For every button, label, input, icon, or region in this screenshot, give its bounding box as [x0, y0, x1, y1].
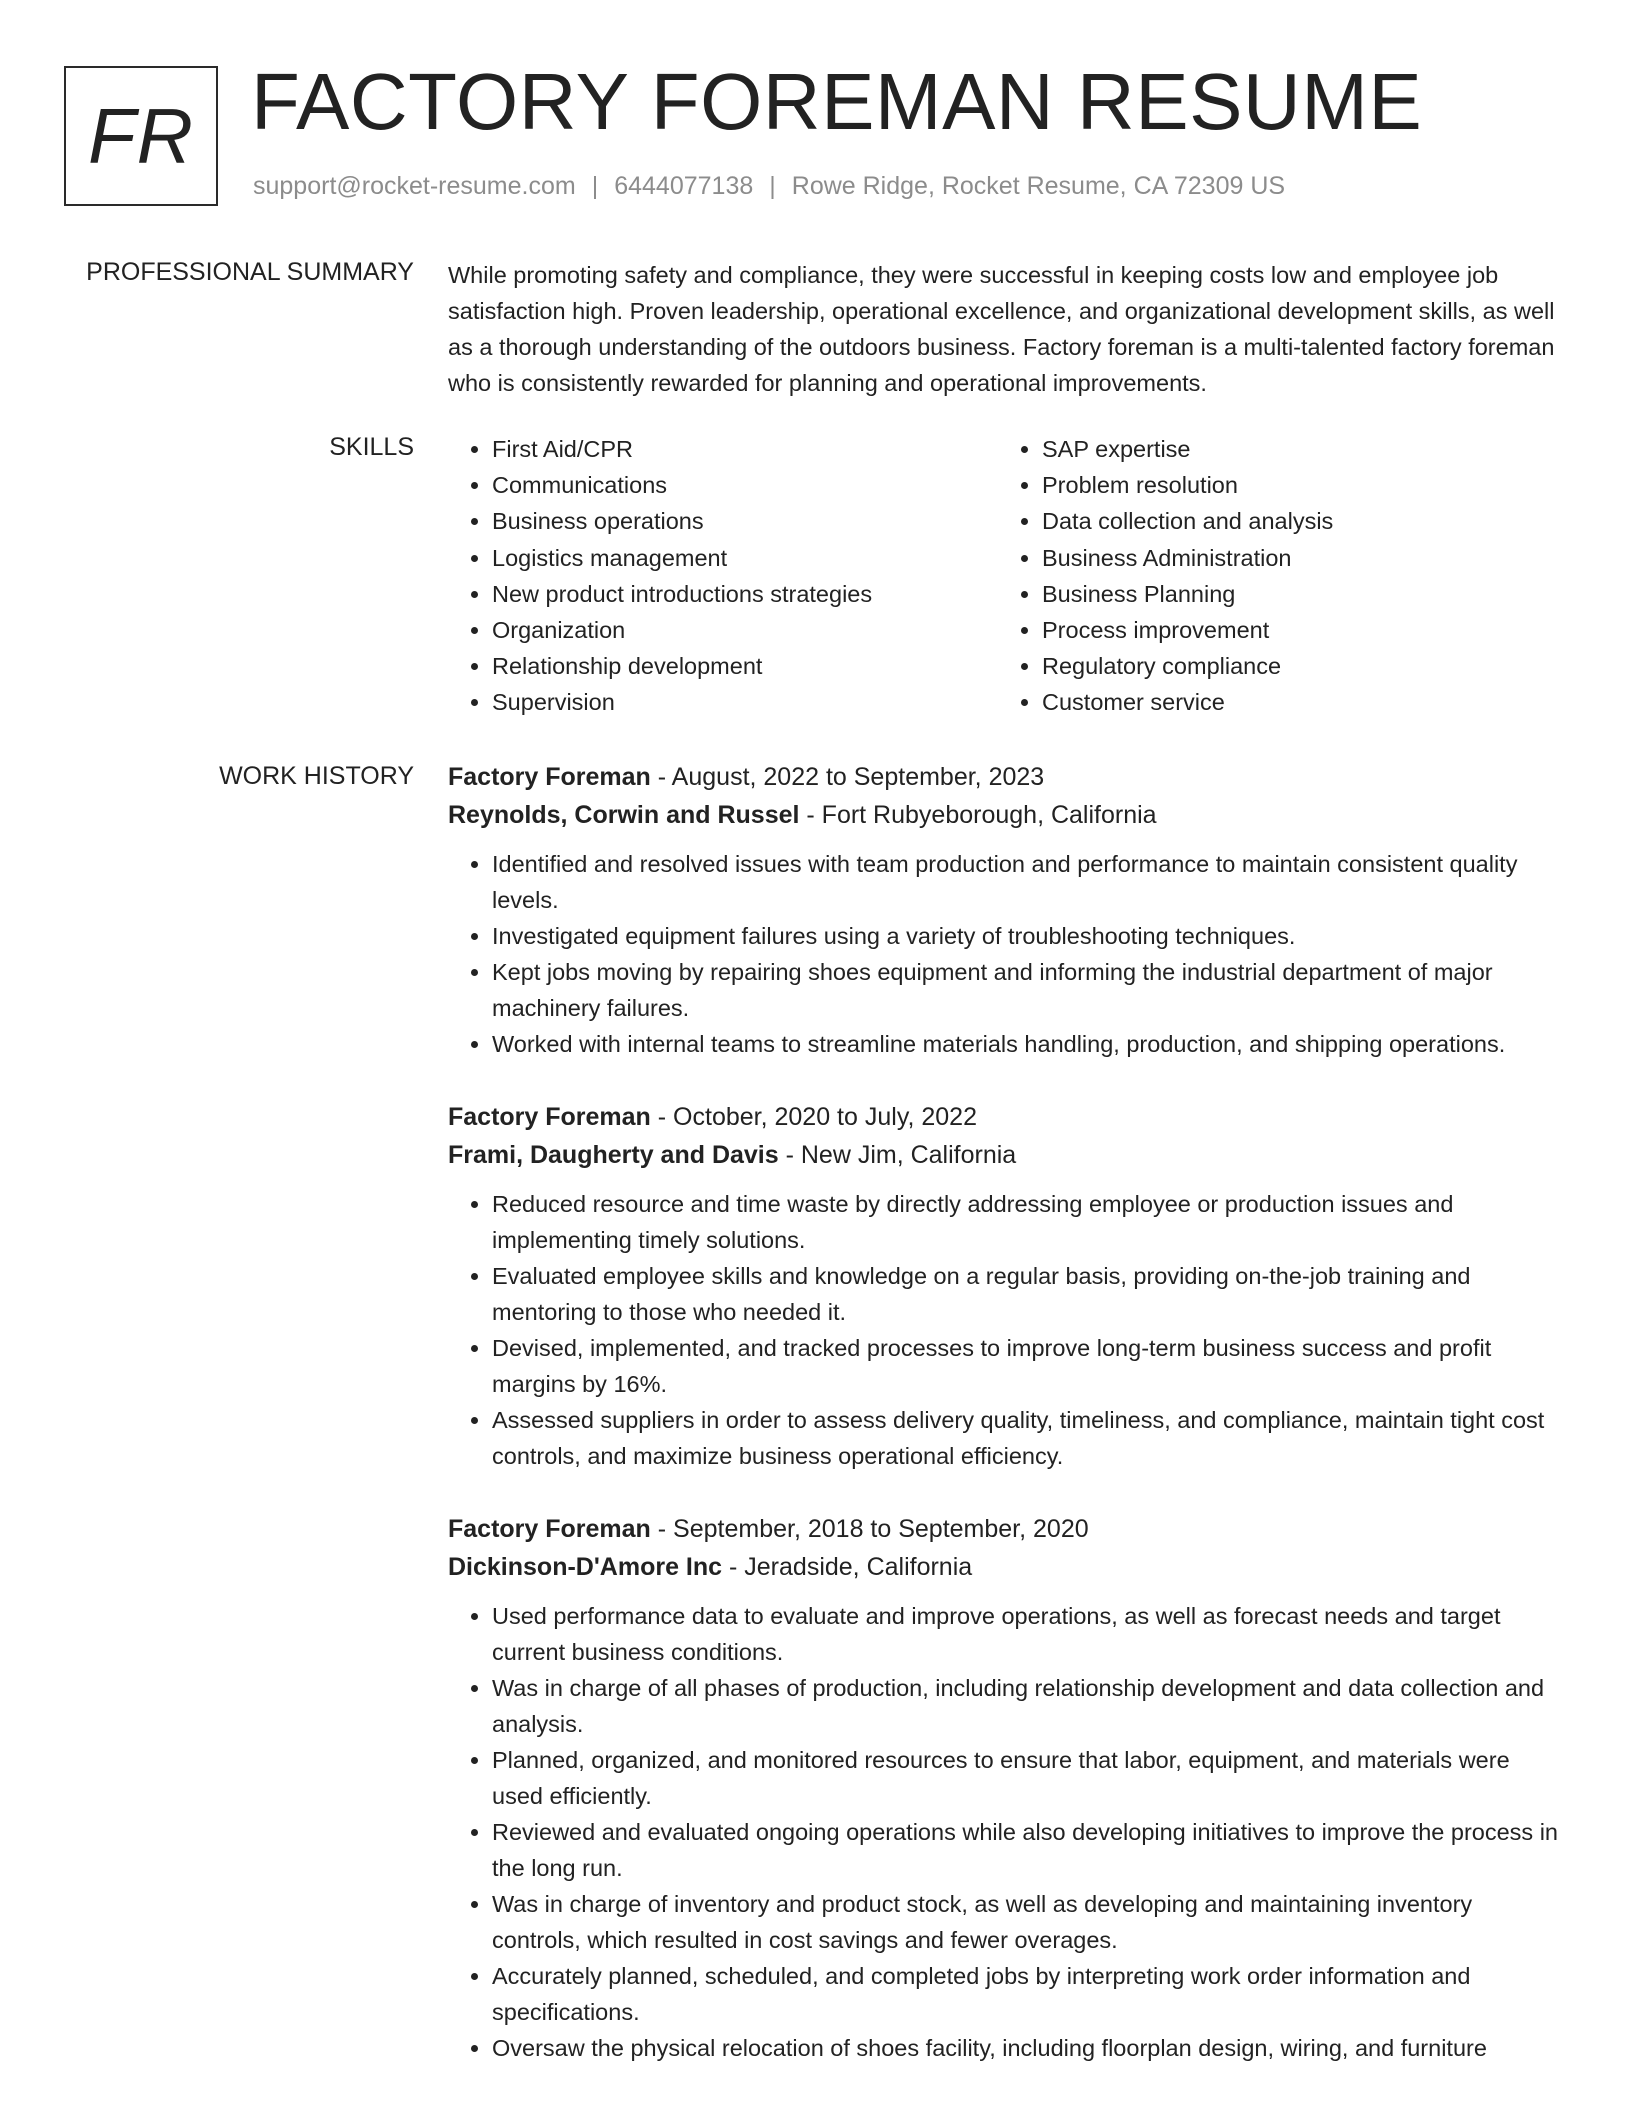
skills-list-right [998, 431, 1548, 721]
job-bullet: • Planned, organized, and monitored resources to ensure that labor, equipment, and materials were used efficiently. [492, 1742, 1566, 1814]
job-entry [448, 1510, 1566, 2066]
skill-item: • Communications [492, 467, 998, 503]
job-bullet: • Used performance data to evaluate and improve operations, as well as forecast needs and target current business conditions. [492, 1598, 1566, 1670]
job-dates: - October, 2020 to July, 2022 [650, 1103, 977, 1131]
summary-label: PROFESSIONAL SUMMARY [86, 258, 414, 286]
skill-item: • Business Administration [1042, 540, 1548, 576]
skill-item: • Business Planning [1042, 576, 1548, 612]
job-bullet: • Evaluated employee skills and knowledge on a regular basis, providing on-the-job training and mentoring to those who needed it. [492, 1258, 1566, 1330]
job-bullets [448, 1186, 1566, 1474]
monogram-badge [64, 66, 218, 206]
skill-item: • Regulatory compliance [1042, 648, 1548, 684]
job-title-line [448, 758, 1566, 796]
job-company: Reynolds, Corwin and Russel [448, 801, 800, 829]
job-bullet: • Assessed suppliers in order to assess delivery quality, timeliness, and compliance, maintain tight cost controls, and maximize business operational efficiency. [492, 1402, 1566, 1474]
job-bullet: • Devised, implemented, and tracked processes to improve long-term business success and profit margins by 16%. [492, 1330, 1566, 1402]
skills-list-left [448, 431, 998, 721]
contact-separator: | [591, 172, 599, 200]
job-company-line [448, 1136, 1566, 1174]
job-location: - Jeradside, California [722, 1553, 973, 1581]
job-title: Factory Foreman [448, 1103, 651, 1131]
contact-phone: 6444077138 [614, 172, 754, 200]
job-bullet: • Kept jobs moving by repairing shoes equipment and informing the industrial department of major machinery failures. [492, 954, 1566, 1026]
job-dates: - September, 2018 to September, 2020 [650, 1515, 1089, 1543]
job-bullet: • Oversaw the physical relocation of shoes facility, including floorplan design, wiring, and furniture [492, 2030, 1566, 2066]
skills-grid [448, 431, 1566, 721]
summary-text: While promoting safety and compliance, they were successful in keeping costs low and employee job satisfaction high. Proven leadership, operational excellence, and organizational development skills, as well as a thorough understanding of the outdoors business. Factory foreman is a multi-talented factory foreman who is consistently rewarded for planning and operational improvements. [448, 262, 1555, 396]
job-bullet: • Reduced resource and time waste by directly addressing employee or production issues and implementing timely solutions. [492, 1186, 1566, 1258]
job-bullet: • Reviewed and evaluated ongoing operations while also developing initiatives to improve the process in the long run. [492, 1814, 1566, 1886]
job-company-line [448, 1548, 1566, 1586]
work-history-section [448, 758, 1566, 2102]
job-title-line [448, 1098, 1566, 1136]
skills-section [448, 431, 1566, 721]
job-location: - Fort Rubyeborough, California [799, 801, 1157, 829]
skill-item: • Business operations [492, 503, 998, 539]
skills-label: SKILLS [329, 433, 414, 461]
job-entry [448, 758, 1566, 1062]
job-bullet: • Was in charge of inventory and product stock, as well as developing and maintaining inventory controls, which resulted in cost savings and fewer overages. [492, 1886, 1566, 1958]
job-title-line [448, 1510, 1566, 1548]
work-history-label: WORK HISTORY [219, 762, 414, 790]
job-title: Factory Foreman [448, 1515, 651, 1543]
job-company: Frami, Daugherty and Davis [448, 1141, 779, 1169]
resume-title: FACTORY FOREMAN RESUME [251, 57, 1423, 146]
skill-item: • Logistics management [492, 540, 998, 576]
job-bullet: • Was in charge of all phases of production, including relationship development and data collection and analysis. [492, 1670, 1566, 1742]
job-title: Factory Foreman [448, 763, 651, 791]
job-company-line [448, 796, 1566, 834]
job-bullet: • Accurately planned, scheduled, and completed jobs by interpreting work order information and specifications. [492, 1958, 1566, 2030]
job-bullet: • Identified and resolved issues with team production and performance to maintain consistent quality levels. [492, 846, 1566, 918]
job-location: - New Jim, California [778, 1141, 1017, 1169]
job-bullet: • Investigated equipment failures using a variety of troubleshooting techniques. [492, 918, 1566, 954]
skill-item: • Problem resolution [1042, 467, 1548, 503]
skill-item: • Relationship development [492, 648, 998, 684]
skill-item: • Data collection and analysis [1042, 503, 1548, 539]
contact-separator: | [769, 172, 776, 200]
monogram-text: FR [88, 91, 194, 180]
job-bullets [448, 1598, 1566, 2066]
skill-item: • Customer service [1042, 684, 1548, 720]
job-entry [448, 1098, 1566, 1474]
summary-section [448, 257, 1566, 401]
job-bullets [448, 846, 1566, 1062]
skill-item: • SAP expertise [1042, 431, 1548, 467]
skill-item: • Organization [492, 612, 998, 648]
contact-address: Rowe Ridge, Rocket Resume, CA 72309 US [791, 172, 1286, 200]
skill-item: • New product introductions strategies [492, 576, 998, 612]
contact-email: support@rocket-resume.com [253, 172, 576, 200]
skill-item: • Process improvement [1042, 612, 1548, 648]
job-bullet: • Worked with internal teams to streamline materials handling, production, and shipping operations. [492, 1026, 1566, 1062]
job-dates: - August, 2022 to September, 2023 [650, 763, 1045, 791]
contact-line [253, 172, 1285, 201]
job-company: Dickinson-D'Amore Inc [448, 1553, 723, 1581]
skill-item: • First Aid/CPR [492, 431, 998, 467]
skill-item: • Supervision [492, 684, 998, 720]
